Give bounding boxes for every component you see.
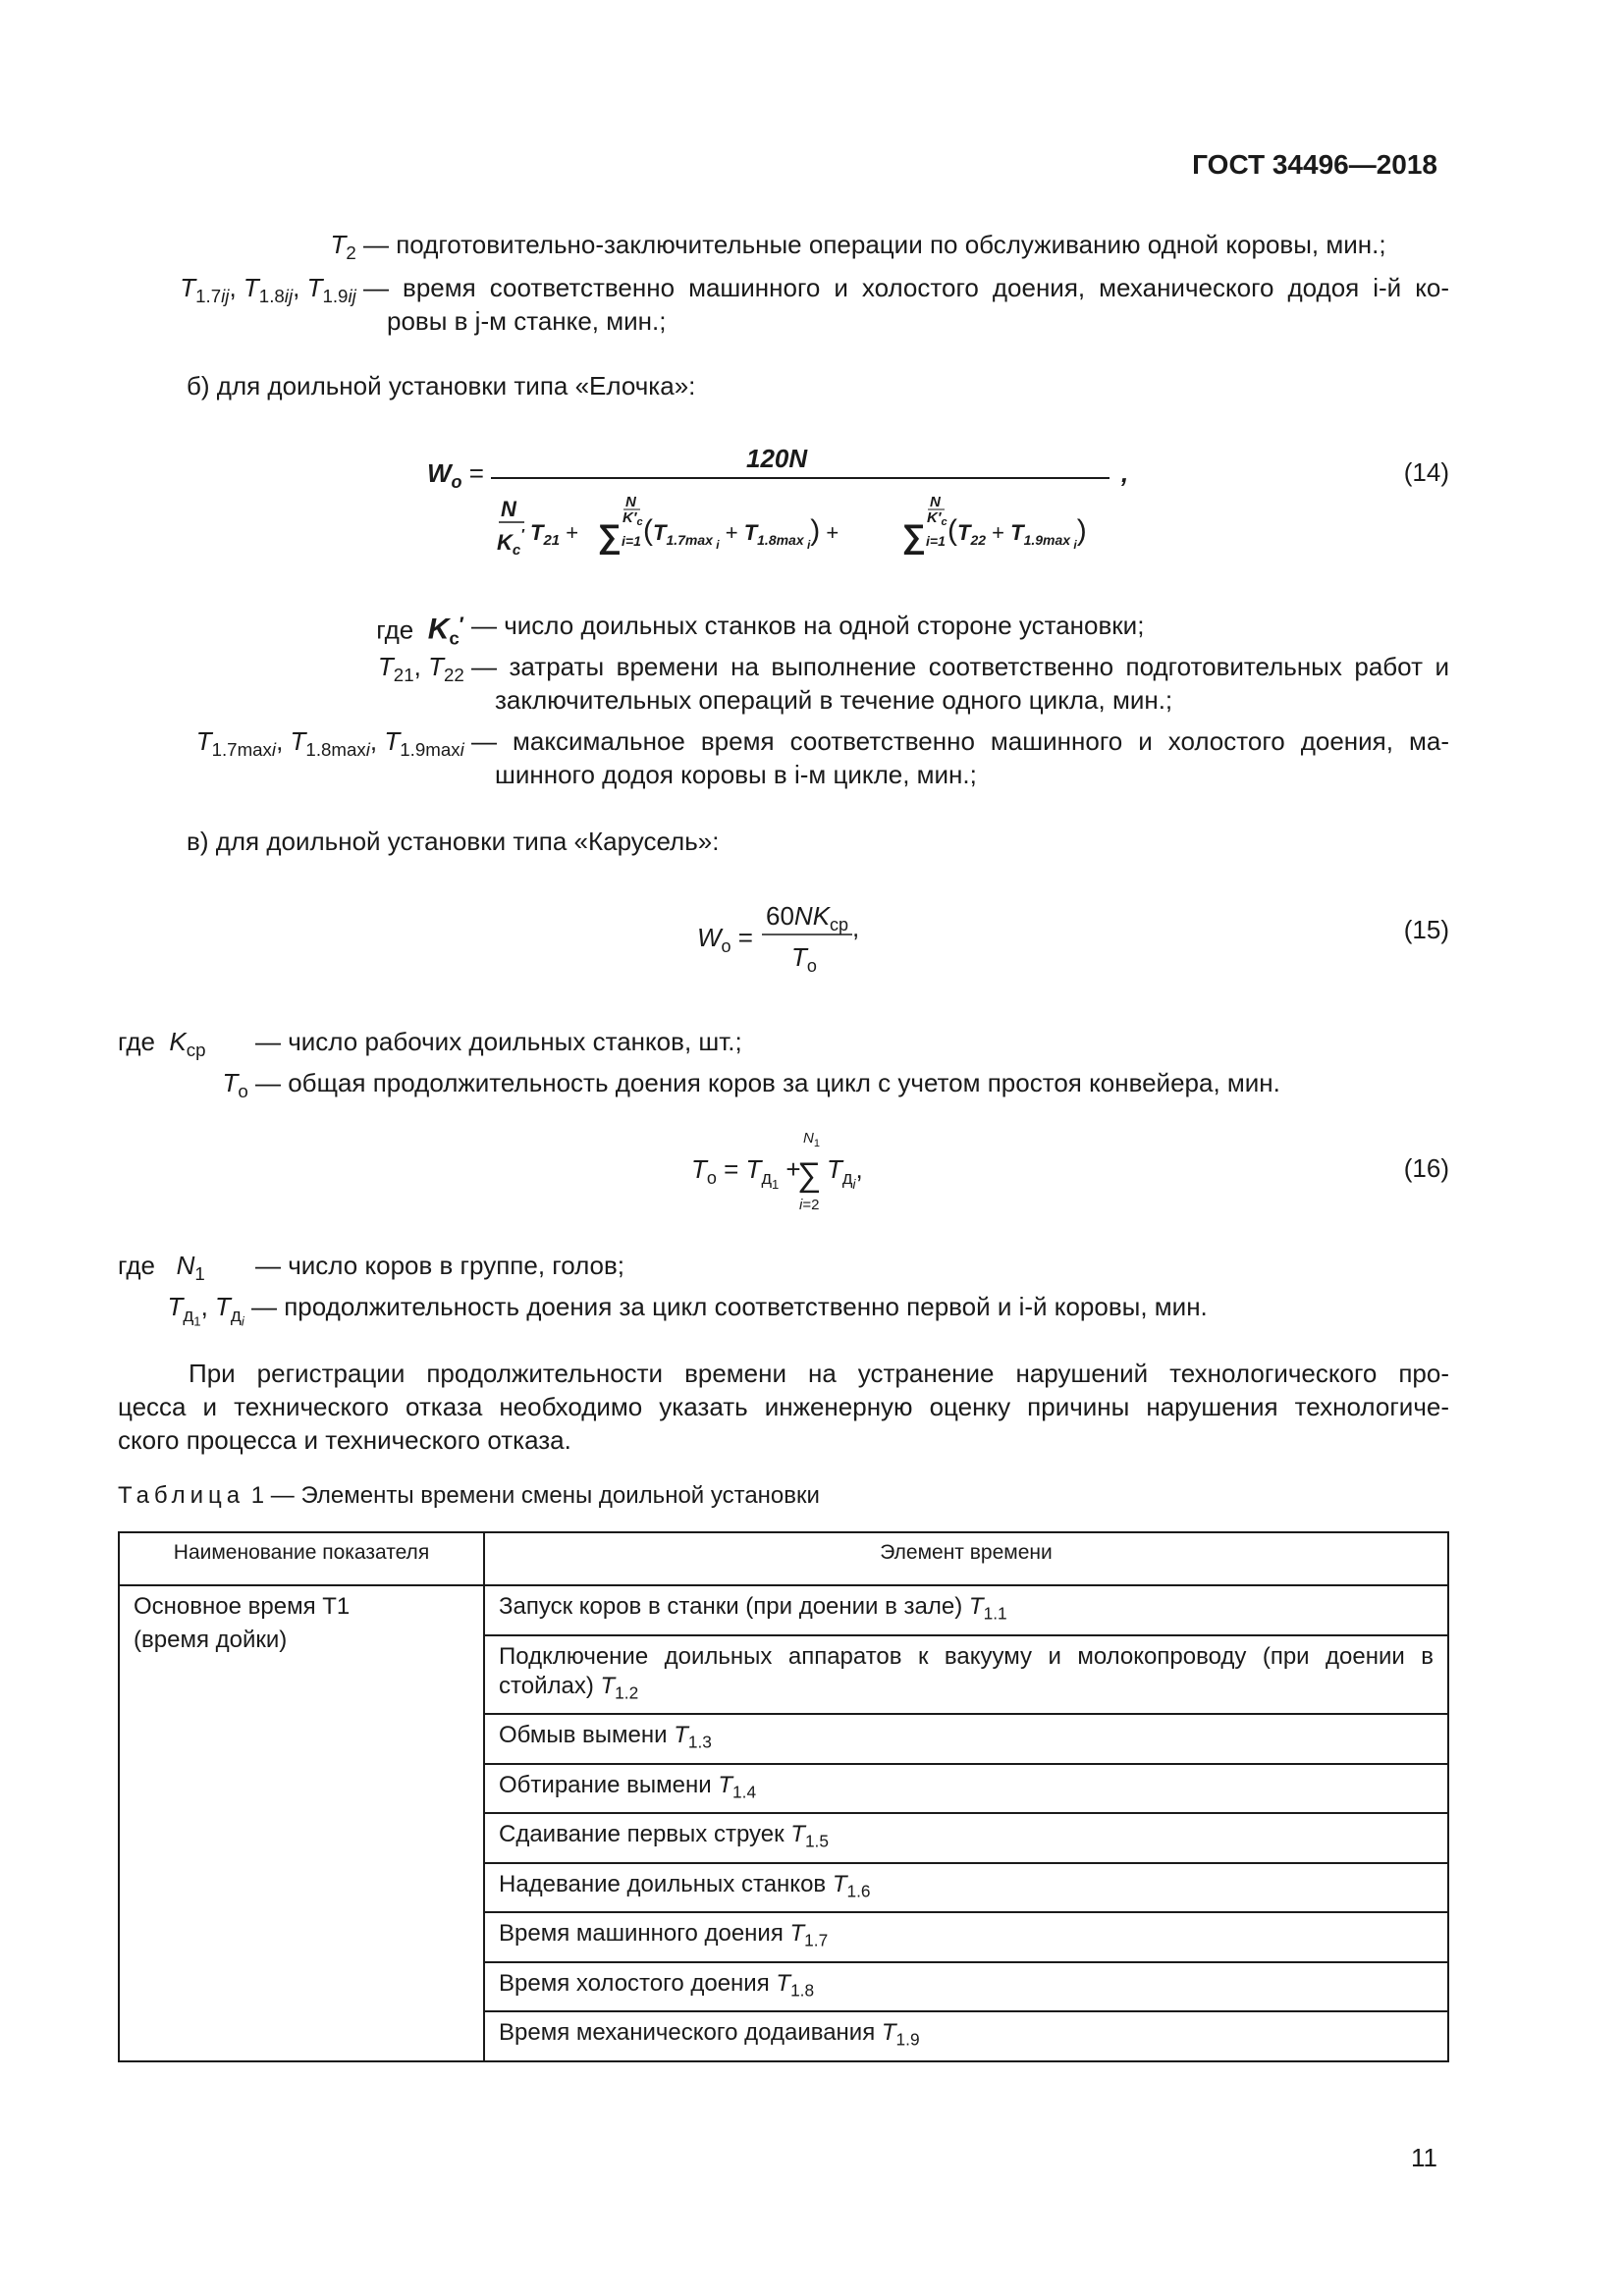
table-header-row <box>119 1532 1448 1585</box>
page-number: 11 <box>1411 2143 1437 2172</box>
definition-td: $T_{д_1}$, $T_{д_i}$ — продолжительность доения за цикл соответственно первой и i-й коровы, мин. <box>167 1292 1208 1329</box>
time-elements-table <box>118 1531 1449 2062</box>
svg-text:T21 +: $T_{21}$ + <box>530 520 579 549</box>
svg-text:∑: ∑ <box>797 1156 822 1194</box>
svg-text:N: N <box>625 494 636 510</box>
definition-to: $T_о$ — общая продолжительность доения коров за цикл с учетом простоя конвейера, мин. <box>222 1068 1280 1101</box>
table-cell: Время механического додаивания $T_{1.9}$ <box>484 2011 1448 2061</box>
table-cell: Обтирание вымени $T_{1.4}$ <box>484 1764 1448 1814</box>
eq15-number: (15) <box>1403 915 1449 944</box>
svg-text:Kс′: $K_с'$ <box>497 526 524 559</box>
svg-text:i=1: i=1 <box>926 533 946 549</box>
svg-text:∑: ∑ <box>597 518 622 556</box>
formula-16 <box>677 1129 913 1227</box>
table-cell: Запуск коров в станки (при доении в зале) $T_{1.1}$ <box>484 1585 1448 1635</box>
svg-text:Tо: $T_о$ <box>791 942 817 976</box>
svg-text:Tдi,: $T_дi$, <box>827 1154 863 1192</box>
eq14-numerator: 120N <box>746 444 808 473</box>
table-cell: Время холостого доения $T_{1.8}$ <box>484 1962 1448 2012</box>
table-cell: Обмыв вымени $T_{1.3}$ <box>484 1714 1448 1764</box>
svg-text:Wо =: $W_о$ = <box>697 923 753 956</box>
svg-text:N1: $N_1$ <box>803 1130 820 1149</box>
definition-n1: где $N_1$ — число коров в группе, голов; <box>118 1251 625 1284</box>
svg-text:(T1.7max i + T1.8max i) +: ($T_{1.7max}$ $i + T_{1.8max}$ i) + <box>643 514 839 552</box>
body-paragraph: При регистрации продолжительности времени на устранение нарушений технологического про- цесса и технического отказа необходимо указать инженерную оценку причины нарушения технологиче- ского процесса и технического отказа. <box>118 1359 1449 1455</box>
svg-text:N: N <box>501 497 516 521</box>
table-caption: Таблица 1 — Элементы времени смены доильной установки <box>118 1482 820 1509</box>
group-cell: Основное время T1 (время дойки) <box>119 1585 484 2061</box>
svg-text:,: , <box>1121 458 1129 488</box>
table-row <box>119 1585 1448 1635</box>
document-header: ГОСТ 34496—2018 <box>1192 149 1437 180</box>
table-cell: Сдаивание первых струек $T_{1.5}$ <box>484 1813 1448 1863</box>
svg-text:,: , <box>852 913 860 942</box>
definition-t2: $T_2$ — подготовительно-заключительные операции по обслуживанию одной коровы, мин.; <box>330 230 1386 263</box>
svg-text:N: N <box>930 494 941 510</box>
definition-tmax: $T_{1.7maxi}$, $T_{1.8maxi}$, $T_{1.9maxi}$ — максимальное время соответственно машинного и холостого доения, ма- шинного додоя коровы в i-м цикле, мин.; <box>195 726 1449 789</box>
formula-14 <box>422 438 1129 585</box>
svg-text:(T22 + T1.9max i): ($T_{22} + T_{1.9max}$ i) <box>947 514 1087 552</box>
table-cell: Надевание доильных станков $T_{1.6}$ <box>484 1863 1448 1913</box>
eq14-number: (14) <box>1403 457 1449 487</box>
svg-text:Tо = Tд1 +: $T_о = T_д1$ + <box>691 1154 801 1192</box>
svg-text:i=2: i=2 <box>799 1197 820 1213</box>
column-header-indicator: Наименование показателя <box>119 1532 484 1585</box>
table-cell: Время машинного доения $T_{1.7}$ <box>484 1912 1448 1962</box>
formula-15 <box>687 895 884 984</box>
svg-text:∑: ∑ <box>901 518 926 556</box>
definition-t17-t18-t19: $T_{1.7ij}$, $T_{1.8ij}$, $T_{1.9ij}$ — время соответственно машинного и холостого доения, механического додоя i-й ко- ровы в j-м станке, мин.; <box>180 273 1449 336</box>
svg-text:60NKср: $60NK_{ср}$ <box>766 901 849 934</box>
section-v-heading: в) для доильной установки типа «Карусель»: <box>187 827 720 856</box>
definition-t21-t22: $T_{21}$, $T_{22}$ — затраты времени на выполнение соответственно подготовительных работ и заключительных операций в течение одного цикла, мин.; <box>377 652 1449 715</box>
definition-kc: где $K_с'$ — число доильных станков на одной стороне установки; <box>376 611 1145 649</box>
eq16-number: (16) <box>1403 1153 1449 1183</box>
definition-kcp: где $K_{ср}$ — число рабочих доильных станков, шт.; <box>118 1027 742 1060</box>
eq14-lhs: $W_о$ = <box>427 458 484 492</box>
svg-text:i=1: i=1 <box>622 533 641 549</box>
column-header-time-element: Элемент времени <box>484 1532 1448 1585</box>
svg-text:K′с: $K'_с$ <box>623 509 643 528</box>
section-b-heading: б) для доильной установки типа «Елочка»: <box>187 371 696 400</box>
svg-text:K′с: $K'_с$ <box>927 509 947 528</box>
table-cell: Подключение доильных аппаратов к вакууму и молокопроводу (при доении в стойлах) $T_{1.2}$ <box>484 1635 1448 1715</box>
